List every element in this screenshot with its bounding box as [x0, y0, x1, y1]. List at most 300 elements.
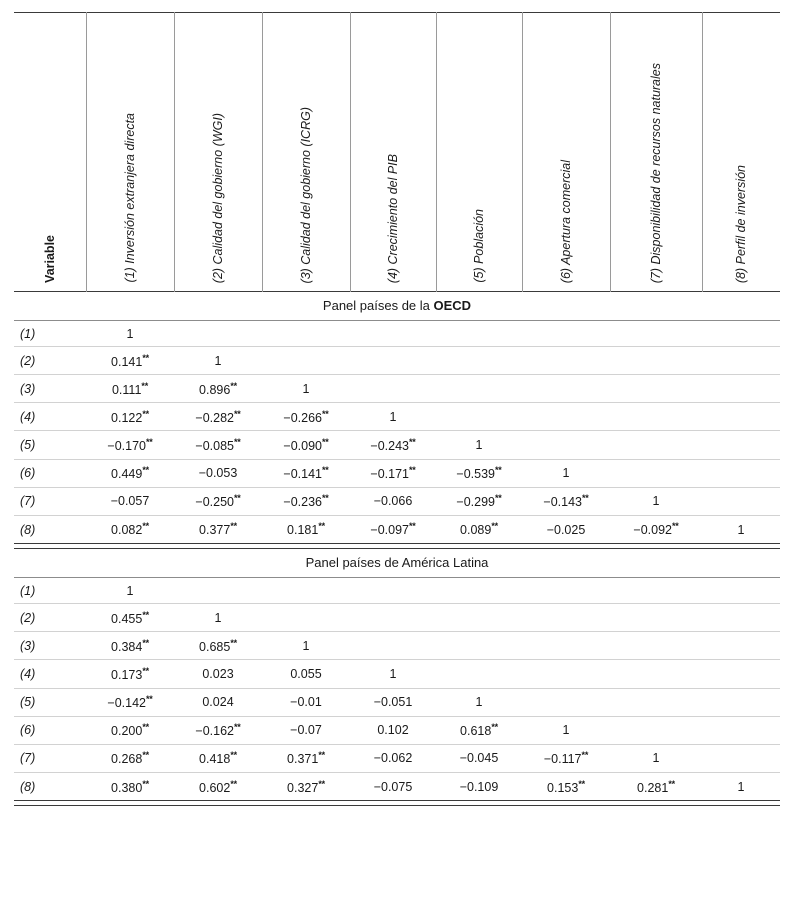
- cell-number: 0.602: [199, 780, 231, 795]
- cell-number: −0.162: [195, 724, 234, 739]
- cell-value: [86, 403, 174, 431]
- cell-value: [522, 487, 610, 515]
- header-col-8-label: (8) Perfil de inversión: [734, 164, 749, 283]
- cell-value: [174, 604, 262, 632]
- cell-number: 1: [475, 695, 483, 710]
- table-row: [14, 459, 780, 487]
- cell-value: [174, 744, 262, 772]
- cell-value: [702, 515, 780, 543]
- cell-value: [610, 660, 702, 688]
- cell-value: [522, 744, 610, 772]
- cell-number: 1: [214, 353, 222, 368]
- cell-value: [522, 578, 610, 604]
- header-col-3: [262, 13, 350, 292]
- cell-number: 0.455: [111, 611, 143, 626]
- cell-value: [86, 688, 174, 716]
- cell-value: [86, 773, 174, 801]
- cell-number: 0.181: [287, 523, 319, 538]
- cell-value: [522, 716, 610, 744]
- significance-star: **: [233, 493, 241, 504]
- significance-star: **: [321, 436, 329, 447]
- cell-number: −0.062: [373, 751, 413, 766]
- row-label: (3): [14, 632, 86, 660]
- cell-value: [350, 487, 436, 515]
- cell-value: [610, 688, 702, 716]
- cell-value: [702, 660, 780, 688]
- significance-star: **: [408, 521, 416, 532]
- cell-number: 0.449: [111, 467, 143, 482]
- panel-latam-title-prefix: Panel países de América Latina: [305, 555, 489, 571]
- header-col-7: [610, 13, 702, 292]
- significance-star: **: [494, 465, 502, 476]
- cell-value: [522, 431, 610, 459]
- cell-value: [702, 459, 780, 487]
- cell-value: [350, 632, 436, 660]
- cell-number: 0.418: [199, 752, 231, 767]
- significance-star: **: [230, 521, 237, 532]
- table-row: [14, 321, 780, 347]
- table-row: [14, 773, 780, 801]
- cell-value: [350, 578, 436, 604]
- cell-number: 1: [652, 751, 660, 766]
- cell-number: −0.299: [456, 495, 495, 510]
- cell-number: 0.685: [199, 639, 231, 654]
- cell-value: [350, 459, 436, 487]
- table-footer: [14, 801, 780, 806]
- significance-star: **: [141, 380, 149, 391]
- table-row: [14, 375, 780, 403]
- row-label: (5): [14, 688, 86, 716]
- cell-number: 0.384: [111, 639, 143, 654]
- significance-star: **: [233, 408, 241, 419]
- header-col-5: [436, 13, 522, 292]
- cell-value: [86, 744, 174, 772]
- row-label: (2): [14, 604, 86, 632]
- cell-value: [262, 431, 350, 459]
- header-col-1: [86, 13, 174, 292]
- cell-number: 1: [126, 583, 134, 598]
- significance-star: **: [578, 778, 585, 789]
- significance-star: **: [321, 493, 329, 504]
- cell-value: [262, 459, 350, 487]
- cell-value: [350, 660, 436, 688]
- cell-number: 0.024: [202, 695, 234, 710]
- cell-value: [350, 744, 436, 772]
- significance-star: **: [230, 637, 237, 648]
- cell-number: −0.170: [107, 439, 146, 454]
- header-variable: [14, 13, 86, 292]
- cell-value: [610, 716, 702, 744]
- cell-number: 1: [389, 666, 397, 681]
- row-label: (1): [14, 578, 86, 604]
- cell-number: −0.143: [543, 495, 582, 510]
- panel-oecd-rows: [14, 321, 780, 544]
- panel-oecd: [14, 292, 780, 321]
- cell-number: 0.153: [547, 780, 579, 795]
- cell-number: 0.173: [111, 668, 143, 683]
- header-variable-label: Variable: [42, 235, 57, 283]
- cell-value: [262, 347, 350, 375]
- cell-value: [610, 632, 702, 660]
- row-label: (1): [14, 321, 86, 347]
- cell-number: −0.085: [195, 439, 234, 454]
- cell-value: [436, 688, 522, 716]
- table-row: [14, 688, 780, 716]
- significance-star: **: [581, 750, 589, 761]
- cell-value: [174, 515, 262, 543]
- cell-value: [174, 431, 262, 459]
- cell-value: [350, 716, 436, 744]
- cell-value: [702, 347, 780, 375]
- significance-star: **: [142, 352, 149, 363]
- cell-value: [86, 515, 174, 543]
- cell-value: [262, 716, 350, 744]
- cell-number: 0.141: [111, 354, 143, 369]
- header-col-1-label: (1) Inversión extranjera directa: [122, 113, 137, 283]
- cell-number: 1: [737, 522, 745, 537]
- significance-star: **: [142, 408, 149, 419]
- cell-value: [436, 515, 522, 543]
- cell-value: [350, 688, 436, 716]
- cell-number: −0.092: [633, 523, 672, 538]
- cell-number: −0.266: [283, 410, 322, 425]
- cell-number: −0.250: [195, 495, 234, 510]
- cell-value: [522, 604, 610, 632]
- cell-value: [702, 403, 780, 431]
- significance-star: **: [318, 778, 325, 789]
- significance-star: **: [671, 521, 679, 532]
- significance-star: **: [142, 637, 149, 648]
- cell-value: [522, 660, 610, 688]
- cell-value: [86, 632, 174, 660]
- cell-value: [350, 515, 436, 543]
- cell-value: [522, 375, 610, 403]
- row-label: (3): [14, 375, 86, 403]
- cell-number: −0.109: [459, 779, 499, 794]
- header-row: [14, 13, 780, 292]
- cell-number: 1: [562, 723, 570, 738]
- cell-value: [436, 578, 522, 604]
- table-row: [14, 660, 780, 688]
- cell-number: 0.268: [111, 752, 143, 767]
- cell-value: [350, 604, 436, 632]
- significance-star: **: [233, 436, 241, 447]
- cell-value: [702, 604, 780, 632]
- significance-star: **: [230, 380, 237, 391]
- table-bottom-rule: [14, 801, 780, 806]
- cell-value: [436, 660, 522, 688]
- cell-value: [610, 375, 702, 403]
- cell-value: [174, 660, 262, 688]
- table-row: [14, 632, 780, 660]
- cell-number: 0.281: [637, 780, 669, 795]
- cell-value: [702, 321, 780, 347]
- cell-number: 1: [302, 638, 310, 653]
- cell-value: [86, 459, 174, 487]
- cell-value: [174, 632, 262, 660]
- table-row: [14, 347, 780, 375]
- panel-latam-rows: [14, 578, 780, 801]
- significance-star: **: [318, 521, 325, 532]
- cell-number: 1: [562, 466, 570, 481]
- cell-number: −0.01: [290, 695, 322, 710]
- cell-value: [610, 403, 702, 431]
- cell-value: [610, 578, 702, 604]
- significance-star: **: [142, 665, 149, 676]
- significance-star: **: [145, 694, 153, 705]
- cell-number: −0.07: [290, 723, 322, 738]
- cell-value: [350, 773, 436, 801]
- cell-number: 0.082: [111, 523, 143, 538]
- cell-value: [436, 403, 522, 431]
- table-row: [14, 578, 780, 604]
- panel-latam: [14, 544, 780, 578]
- cell-value: [262, 321, 350, 347]
- cell-value: [702, 716, 780, 744]
- cell-value: [350, 347, 436, 375]
- significance-star: **: [491, 521, 498, 532]
- cell-value: [436, 632, 522, 660]
- cell-value: [610, 487, 702, 515]
- cell-value: [702, 578, 780, 604]
- cell-number: −0.053: [198, 466, 238, 481]
- cell-value: [174, 688, 262, 716]
- header-col-3-label: (3) Calidad del gobierno (ICRG): [298, 106, 313, 283]
- cell-number: 1: [214, 610, 222, 625]
- cell-value: [522, 347, 610, 375]
- cell-value: [436, 321, 522, 347]
- header-col-5-label: (5) Población: [471, 209, 486, 283]
- row-label: (7): [14, 744, 86, 772]
- cell-value: [262, 604, 350, 632]
- header-col-6-label: (6) Apertura comercial: [558, 159, 573, 283]
- cell-number: −0.066: [373, 494, 413, 509]
- cell-value: [610, 515, 702, 543]
- header-col-6: [522, 13, 610, 292]
- header-col-4: [350, 13, 436, 292]
- cell-value: [436, 375, 522, 403]
- significance-star: **: [668, 778, 675, 789]
- cell-value: [262, 660, 350, 688]
- significance-star: **: [233, 722, 241, 733]
- cell-number: 0.200: [111, 724, 143, 739]
- cell-number: 0.380: [111, 780, 143, 795]
- panel-latam-title: [14, 549, 780, 578]
- cell-value: [86, 321, 174, 347]
- cell-value: [174, 773, 262, 801]
- cell-value: [522, 515, 610, 543]
- row-label: (6): [14, 459, 86, 487]
- cell-number: 0.089: [460, 523, 492, 538]
- cell-value: [174, 403, 262, 431]
- cell-value: [86, 578, 174, 604]
- panel-latam-title-row: [14, 549, 780, 578]
- cell-value: [262, 487, 350, 515]
- cell-value: [522, 688, 610, 716]
- cell-value: [522, 321, 610, 347]
- significance-star: **: [494, 493, 502, 504]
- row-label: (2): [14, 347, 86, 375]
- cell-value: [610, 604, 702, 632]
- cell-number: −0.171: [370, 467, 409, 482]
- cell-number: −0.117: [543, 752, 582, 767]
- cell-value: [436, 604, 522, 632]
- cell-number: 0.377: [199, 523, 231, 538]
- table-row: [14, 431, 780, 459]
- cell-number: −0.045: [459, 751, 499, 766]
- table-row: [14, 515, 780, 543]
- row-label: (8): [20, 779, 36, 794]
- cell-value: [702, 744, 780, 772]
- significance-star: **: [408, 465, 416, 476]
- cell-number: −0.097: [370, 523, 409, 538]
- cell-number: −0.057: [110, 494, 150, 509]
- cell-value: [350, 375, 436, 403]
- cell-number: 1: [737, 779, 745, 794]
- cell-value: [262, 773, 350, 801]
- cell-value: [350, 431, 436, 459]
- cell-value: [702, 632, 780, 660]
- cell-value: [174, 321, 262, 347]
- cell-number: 0.896: [199, 382, 231, 397]
- table-row: [14, 487, 780, 515]
- panel-oecd-title-prefix: Panel países de la: [322, 298, 434, 313]
- cell-value: [436, 347, 522, 375]
- cell-value: [702, 487, 780, 515]
- cell-number: 0.055: [290, 666, 322, 681]
- cell-value: [86, 716, 174, 744]
- cell-value: [702, 773, 780, 801]
- cell-value: [436, 716, 522, 744]
- significance-star: **: [321, 408, 329, 419]
- cell-number: 0.111: [111, 382, 142, 397]
- cell-value: [522, 403, 610, 431]
- table-row: [14, 716, 780, 744]
- significance-star: **: [142, 465, 149, 476]
- row-label: (5): [14, 431, 86, 459]
- cell-number: −0.025: [546, 522, 586, 537]
- cell-value: [436, 431, 522, 459]
- significance-star: **: [142, 750, 149, 761]
- cell-value: [522, 632, 610, 660]
- cell-value: [610, 773, 702, 801]
- cell-value: [436, 773, 522, 801]
- cell-value: [350, 321, 436, 347]
- header-col-7-label: (7) Disponibilidad de recursos naturales: [648, 62, 663, 283]
- cell-value: [262, 515, 350, 543]
- cell-number: 0.023: [202, 666, 234, 681]
- cell-value: [522, 459, 610, 487]
- cell-number: −0.141: [283, 467, 322, 482]
- panel-oecd-title-bold: OECD: [433, 298, 472, 313]
- cell-value: [86, 660, 174, 688]
- significance-star: **: [142, 722, 149, 733]
- cell-value: [86, 487, 174, 515]
- significance-star: **: [230, 778, 237, 789]
- cell-value: [262, 403, 350, 431]
- cell-value: [174, 578, 262, 604]
- cell-value: [522, 773, 610, 801]
- significance-star: **: [321, 465, 329, 476]
- cell-value: [702, 688, 780, 716]
- cell-number: 1: [652, 494, 660, 509]
- cell-number: −0.236: [283, 495, 322, 510]
- significance-star: **: [230, 750, 237, 761]
- cell-value: [436, 487, 522, 515]
- significance-star: **: [491, 722, 498, 733]
- significance-star: **: [581, 493, 589, 504]
- cell-number: 0.371: [287, 752, 319, 767]
- cell-value: [262, 632, 350, 660]
- cell-value: [174, 459, 262, 487]
- significance-star: **: [142, 609, 149, 620]
- significance-star: **: [142, 521, 149, 532]
- table-row: [14, 403, 780, 431]
- cell-value: [350, 403, 436, 431]
- cell-value: [174, 375, 262, 403]
- cell-value: [262, 375, 350, 403]
- cell-number: −0.282: [195, 410, 234, 425]
- cell-number: 0.618: [460, 724, 492, 739]
- row-label: (4): [14, 660, 86, 688]
- row-label: (8): [20, 522, 36, 537]
- row-label: (4): [14, 403, 86, 431]
- cell-number: −0.051: [373, 695, 413, 710]
- panel-oecd-title: [14, 292, 780, 321]
- cell-value: [436, 459, 522, 487]
- cell-value: [86, 604, 174, 632]
- header-col-2-label: (2) Calidad del gobierno (WGI): [210, 112, 225, 283]
- correlation-table: [14, 12, 780, 806]
- cell-value: [610, 744, 702, 772]
- panel-oecd-title-row: [14, 292, 780, 321]
- cell-value: [436, 744, 522, 772]
- header-col-4-label: (4) Crecimiento del PIB: [385, 153, 400, 283]
- cell-number: −0.090: [283, 439, 322, 454]
- cell-value: [174, 347, 262, 375]
- cell-value: [86, 347, 174, 375]
- cell-number: 1: [389, 409, 397, 424]
- cell-number: 1: [302, 381, 310, 396]
- header-col-8: [702, 13, 780, 292]
- table-row: [14, 744, 780, 772]
- cell-value: [610, 321, 702, 347]
- cell-number: 0.122: [111, 410, 143, 425]
- significance-star: **: [318, 750, 325, 761]
- cell-value: [86, 375, 174, 403]
- header-col-2: [174, 13, 262, 292]
- table-row: [14, 604, 780, 632]
- cell-number: −0.142: [107, 696, 146, 711]
- cell-number: 0.102: [377, 723, 409, 738]
- cell-number: 1: [475, 438, 483, 453]
- significance-star: **: [142, 778, 149, 789]
- significance-star: **: [408, 436, 416, 447]
- cell-value: [702, 431, 780, 459]
- cell-number: −0.539: [456, 467, 495, 482]
- cell-value: [610, 347, 702, 375]
- cell-value: [174, 487, 262, 515]
- cell-value: [174, 716, 262, 744]
- cell-number: −0.075: [373, 779, 413, 794]
- row-label: (7): [14, 487, 86, 515]
- cell-value: [702, 375, 780, 403]
- cell-value: [262, 744, 350, 772]
- cell-value: [262, 688, 350, 716]
- cell-number: −0.243: [370, 439, 409, 454]
- significance-star: **: [145, 436, 153, 447]
- cell-value: [610, 459, 702, 487]
